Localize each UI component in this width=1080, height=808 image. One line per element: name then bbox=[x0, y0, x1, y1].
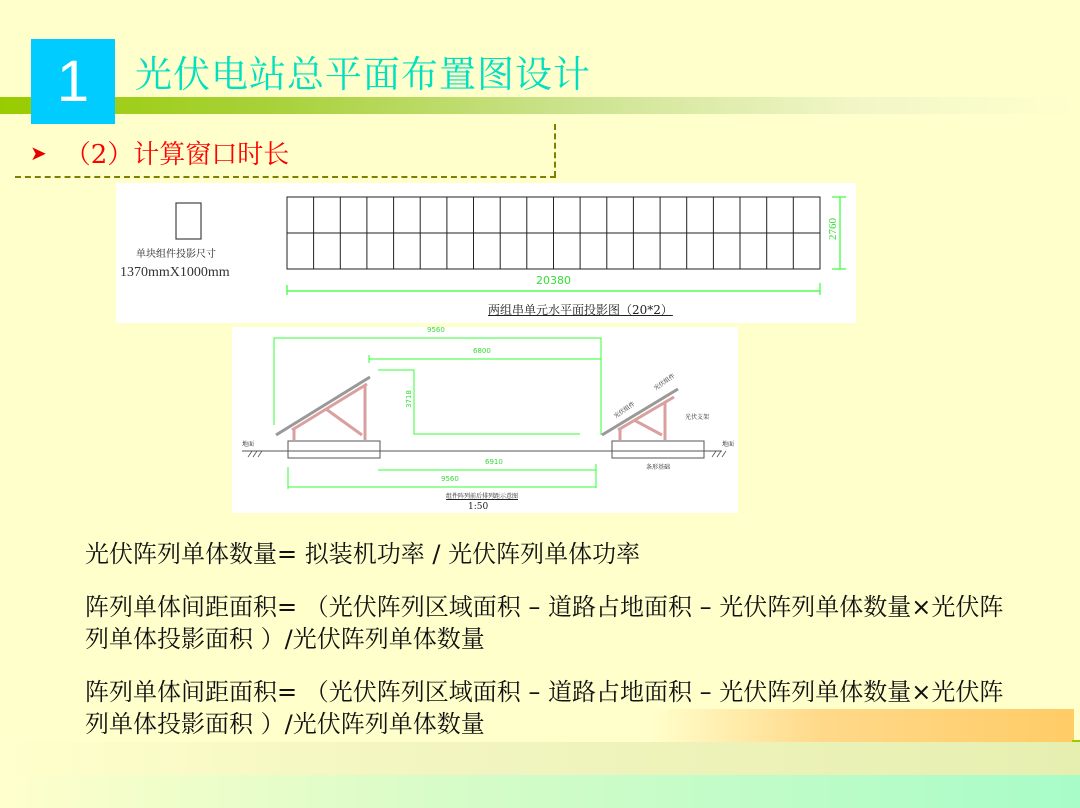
module-label-lower: 光伏组件 bbox=[612, 400, 637, 421]
support-label: 光伏支架 bbox=[685, 414, 710, 421]
dimension-lines bbox=[274, 338, 601, 489]
ground-hatch-left bbox=[248, 451, 262, 457]
right-foundation bbox=[612, 441, 704, 458]
scale-label: 1:50 bbox=[468, 502, 489, 512]
module-label-upper: 光伏组件 bbox=[652, 372, 677, 393]
left-support-frame bbox=[292, 384, 367, 440]
section-number-box bbox=[31, 39, 115, 124]
left-foundation bbox=[288, 441, 380, 458]
dashed-divider-horizontal bbox=[15, 176, 556, 178]
formula-spacing-area-1: 阵列单体间距面积= （光伏阵列区域面积 – 道路占地面积 – 光伏阵列单体数量×光伏阵列单体投影面积 ）/光伏阵列单体数量 bbox=[85, 593, 1004, 653]
arrow-bullet-icon: ➤ bbox=[30, 141, 47, 165]
subheading bbox=[30, 134, 289, 171]
decor-band-green-1 bbox=[0, 742, 1080, 775]
dim-height: 3718 bbox=[404, 390, 413, 408]
plan-caption: 两组串单元水平面投影图（20*2） bbox=[488, 303, 673, 317]
module-label: 单块组件投影尺寸 bbox=[136, 249, 216, 260]
foundation-label: 条形基础 bbox=[646, 464, 671, 471]
plan-projection-drawing bbox=[116, 183, 856, 323]
dim-top-inner: 6800 bbox=[473, 347, 491, 355]
plan-projection-figure bbox=[116, 183, 856, 323]
ground-hatch-right bbox=[712, 451, 726, 457]
row-spacing-figure bbox=[232, 327, 738, 513]
module-size: 1370mmX1000mm bbox=[120, 265, 230, 280]
title-band bbox=[0, 97, 1080, 114]
dim-top-span: 9560 bbox=[427, 326, 445, 334]
ground-label-left: 地面 bbox=[242, 441, 255, 448]
decor-band-green-2 bbox=[0, 775, 1080, 808]
section-caption: 组件阵列前后排列距示意图 bbox=[446, 493, 519, 500]
dim-bottom-span: 9560 bbox=[441, 475, 459, 483]
ground-label-right: 地面 bbox=[722, 441, 735, 448]
dim-bottom-inner: 6910 bbox=[485, 458, 503, 466]
dashed-divider-vertical bbox=[554, 124, 556, 177]
single-module-outline bbox=[176, 203, 201, 239]
height-dimension: 2760 bbox=[827, 218, 839, 240]
subheading-text: （2）计算窗口时长 bbox=[64, 140, 290, 170]
page-title: 光伏电站总平面布置图设计 bbox=[135, 53, 591, 96]
formula-spacing-area-2: 阵列单体间距面积= （光伏阵列区域面积 – 道路占地面积 – 光伏阵列单体数量×光伏阵列单体投影面积 ）/光伏阵列单体数量 bbox=[85, 678, 1004, 738]
width-dimension: 20380 bbox=[536, 274, 571, 287]
left-module-panel bbox=[276, 377, 370, 435]
module-grid bbox=[287, 197, 820, 269]
formula-array-count: 光伏阵列单体数量= 拟装机功率 / 光伏阵列单体功率 bbox=[85, 540, 641, 568]
section-number: 1 bbox=[56, 49, 90, 114]
